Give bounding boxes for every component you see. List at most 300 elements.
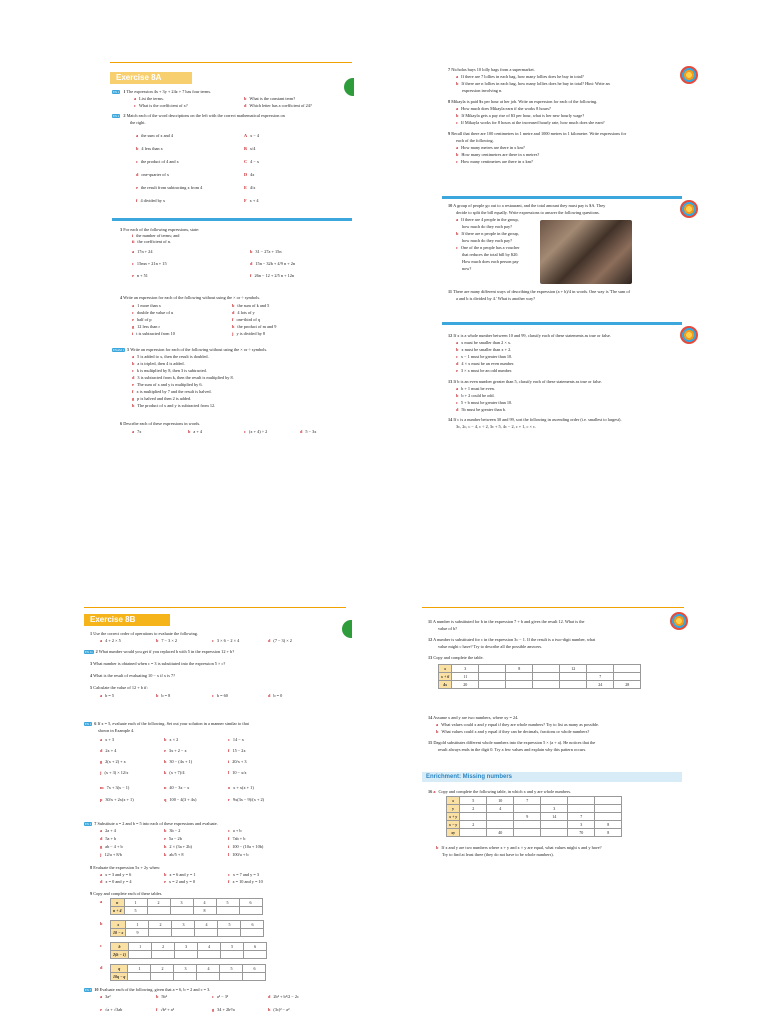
match-right: [244, 132, 259, 139]
q6-item: [100, 769, 128, 776]
question-5: EXAM 1 5 Write an expression for each of the following without using the × or ÷ symbols.: [113, 347, 268, 353]
item-text: the sum of k and 5: [237, 303, 270, 308]
q5-item: [212, 692, 228, 699]
item-text: 17n + 24: [137, 249, 153, 254]
item-letter: e: [164, 879, 166, 884]
q12-item: [456, 367, 512, 374]
question-5: 5 Calculate the value of 12 + b if:: [90, 685, 148, 690]
exercise-title: Exercise 8B: [84, 614, 170, 626]
question-1: 1 Use the correct order of operations to evaluate the following.: [90, 631, 198, 636]
q9-table-label: a: [100, 899, 103, 904]
question-7: EX 2 7 Substitute a = 2 and b = 5 into each of these expressions and evaluate.: [85, 821, 218, 827]
q16-table: x 5 10 7 y 2 4 3 x + y 9 14 7 x − y 2 3 8 xy 40 70 8: [446, 796, 622, 837]
item-letter: c: [456, 354, 458, 359]
item-letter: b: [156, 638, 159, 643]
question-10: 10 A group of people go out to a restaurant, and the total amount they must pay is $A. They: [448, 203, 606, 208]
q6-item: [228, 736, 244, 743]
page-exercise-8a: [108, 62, 354, 204]
item-letter: f: [228, 748, 230, 753]
example-tag: EXAM 1: [113, 348, 125, 353]
q9-text-cont: each of the following.: [456, 138, 494, 143]
item-letter: c: [456, 400, 458, 405]
q6-item: [228, 758, 247, 765]
question-16: 16 a Copy and complete the following table, in which x and y are whole numbers.: [428, 789, 572, 794]
question-2: EX 2 2 Match each of the word descriptions on the left with the correct mathematical expression on: [113, 113, 285, 119]
item-letter: h: [268, 1007, 271, 1012]
item-letter: e: [456, 368, 458, 373]
question-14: 14 Assume x and y are two numbers, where xy = 24.: [428, 715, 519, 720]
question-8: 8 Mikayla is paid $x per hour at her job. Write an expression for each of the following.: [448, 99, 598, 104]
q7-item: [228, 851, 248, 858]
item-text: 30/x + 2x(x + 1): [105, 797, 134, 802]
q10-c-cont-3: now?: [462, 266, 472, 271]
item-letter: c: [132, 368, 134, 373]
item-letter: d: [456, 407, 459, 412]
flower-icon: [680, 200, 698, 218]
item-letter: b: [250, 249, 253, 254]
item-letter: b: [232, 303, 235, 308]
question-15: 15 Dagold substitutes different whole numbers into the expression 5 × (a + a). He notices that the: [428, 740, 596, 745]
item-letter: c: [228, 828, 230, 833]
item-text: 3 × 6 − 2 × 4: [216, 638, 240, 643]
item-text: 40 − 3x − x: [169, 785, 190, 790]
item-text: x − 4: [250, 133, 259, 138]
item-text: √b² + a²: [160, 1007, 174, 1012]
item-letter: a: [100, 638, 103, 643]
q14-a: a What values could x and y equal if they are whole numbers? Try to list as many as possible.: [436, 722, 600, 727]
blue-rule: [442, 196, 682, 199]
q12-text-cont: value might c have? Try to describe all the possible answers.: [438, 644, 543, 649]
item-text: 12 less than r: [137, 324, 160, 329]
q6-item: [228, 784, 254, 791]
item-text: 7ab + b: [232, 836, 246, 841]
example-tag: EX 2: [85, 822, 92, 827]
item-text: x + 3: [105, 737, 115, 742]
item-letter: r: [228, 797, 230, 802]
top-rule: [110, 62, 352, 63]
item-text: 34 + 2b²/a: [217, 1007, 235, 1012]
item-text: 10 − x/x: [232, 770, 247, 775]
q4-item: [132, 309, 173, 316]
item-letter: g: [100, 759, 103, 764]
item-text: 4 × x must be an even number.: [461, 361, 515, 366]
q10-item: [212, 993, 228, 1000]
item-text: 4 lots of y: [237, 310, 255, 315]
q1-item: [156, 637, 177, 644]
q6-item: [100, 784, 129, 791]
item-letter: b: [156, 994, 159, 999]
item-letter: g: [132, 396, 135, 401]
item-letter: d: [100, 879, 103, 884]
item-letter: d: [456, 361, 459, 366]
blue-rule: [112, 218, 352, 221]
q5-item: [100, 692, 114, 699]
q6-item: [132, 428, 141, 435]
q10-item: [100, 1006, 122, 1013]
item-text: 3b − 2: [169, 828, 181, 833]
question-11: 11 A number is substituted for b in the expression 7 + b and gives the result 12. What is the: [428, 619, 585, 624]
item-text: 100 − (10a + 10b): [232, 844, 264, 849]
match-left: [136, 184, 202, 191]
match-right: [244, 184, 255, 191]
item-text: The product of x and y is subtracted from 12.: [137, 403, 216, 408]
item-text: x is multiplied by 7 and the result is halved.: [136, 389, 212, 394]
item-text: 5 + b must be greater than 10.: [460, 400, 513, 405]
q3-item: [132, 248, 152, 255]
example-tag: EX 2: [113, 114, 120, 119]
item-letter: h: [164, 844, 167, 849]
item-letter: b: [164, 828, 167, 833]
q9-table: b 1 2 3 4 5 6 2(b − 1): [110, 942, 267, 959]
q10-text-cont: decide to split the bill equally. Write expressions to answer the following questions.: [456, 210, 600, 215]
item-letter: c: [228, 737, 230, 742]
item-letter: f: [232, 317, 234, 322]
q9-table-label: d: [100, 965, 103, 970]
item-letter: d: [268, 994, 271, 999]
item-letter: b: [188, 429, 191, 434]
item-text: one-third of q: [236, 317, 261, 322]
q6-item: [244, 428, 267, 435]
q1-part-b: b What is the constant term?: [244, 96, 296, 101]
example-tag: EX 1a: [85, 650, 93, 655]
item-text: the result from subtracting x from 4: [140, 185, 203, 190]
item-letter: d: [132, 375, 135, 380]
q7-item: [100, 835, 116, 842]
q3-item: [132, 272, 148, 279]
q7-item: [100, 843, 123, 850]
q13-item: [456, 399, 512, 406]
item-letter: d: [300, 429, 303, 434]
item-text: 2 × (3a + 2b): [169, 844, 192, 849]
item-letter: j: [232, 331, 234, 336]
item-text: a + b: [232, 828, 242, 833]
item-letter: l: [228, 852, 230, 857]
item-text: (x + 4) ÷ 2: [248, 429, 268, 434]
item-letter: f: [228, 879, 230, 884]
item-letter: k: [164, 852, 167, 857]
item-text: 4x: [250, 172, 255, 177]
item-letter: o: [228, 785, 231, 790]
item-text: b = 8: [161, 693, 171, 698]
item-text: a is tripled, then 4 is added.: [137, 361, 185, 366]
question-3: 3 For each of the following expressions, state:: [120, 227, 200, 232]
item-letter: b: [164, 737, 167, 742]
question-10: EX 3 10 Evaluate each of the following, given that a = 6, b = 2 and c = 3.: [85, 987, 211, 993]
flower-icon: [680, 66, 698, 84]
q9-table: x 1 2 3 4 5 6 10 − x 9: [110, 920, 264, 937]
q6-item: [164, 736, 178, 743]
item-letter: d: [232, 310, 235, 315]
q10-item: [212, 1006, 235, 1013]
q8-c: c If Mikayla works for 8 hours at the increased hourly rate, how much does she earn?: [456, 120, 605, 125]
item-text: x = 0 and y = 4: [105, 879, 132, 884]
item-text: ab/5 + 8: [169, 852, 184, 857]
item-letter: h: [132, 403, 135, 408]
item-text: 5 − 3x: [305, 429, 317, 434]
q5-item: [132, 402, 215, 409]
item-text: 15 − 2x: [232, 748, 246, 753]
q9-table-label: b: [100, 921, 103, 926]
item-text: x = 10 and y = 10: [232, 879, 263, 884]
page-badge: [342, 620, 352, 638]
item-text: 26n − 12 + 2/5 n + 12n: [254, 273, 295, 278]
item-text: 3 × x must be an odd number.: [460, 368, 513, 373]
item-text: 9x(3x − 9)/(x + 2): [232, 797, 265, 802]
q7-item: [100, 827, 116, 834]
item-text: x × 2: [169, 737, 179, 742]
q4-item: [132, 330, 175, 337]
item-letter: c: [212, 994, 214, 999]
item-text: 2b² + b²/2 − 2c: [273, 994, 299, 999]
q6-item: [164, 758, 192, 765]
item-letter: a: [100, 872, 103, 877]
question-13: 13 If b is an even number greater than 5, classify each of these statements as true or false.: [448, 379, 602, 384]
q5-item: [132, 395, 191, 402]
q12-item: [456, 339, 511, 346]
item-letter: C: [244, 159, 248, 164]
item-letter: B: [244, 146, 247, 151]
item-text: (3c)² − a²: [273, 1007, 290, 1012]
item-letter: c: [132, 261, 134, 266]
q13-item: [456, 385, 495, 392]
q10-item: [268, 1006, 289, 1013]
q5-item: [132, 388, 212, 395]
question-4: 4 Write an expression for each of the following without using the × or ÷ symbols.: [120, 295, 261, 300]
q6-item: [100, 796, 134, 803]
q3-i: i the number of terms; and: [132, 233, 180, 238]
question-6: 6 Describe each of these expressions in words.: [120, 421, 201, 426]
question-8: 8 Evaluate the expression 5x + 2y when:: [90, 865, 160, 870]
q1-part-c: c What is the coefficient of x?: [134, 103, 188, 108]
item-text: b + 1 must be even.: [461, 386, 495, 391]
q8-b: b If Mikayla gets a pay rise of $3 per hour, what is her new hourly wage?: [456, 113, 585, 118]
q6-item: [164, 747, 187, 754]
item-letter: e: [164, 836, 166, 841]
item-text: 20/x + 3: [232, 759, 247, 764]
item-letter: g: [100, 844, 103, 849]
item-text: the product of m and 9: [237, 324, 277, 329]
item-letter: e: [136, 185, 138, 190]
q7-item: [164, 827, 180, 834]
item-letter: f: [156, 1007, 158, 1012]
q3-ii: ii the coefficient of n.: [132, 239, 171, 244]
item-text: 12/a + 8/b: [104, 852, 122, 857]
q6-text-cont: shown in Example 4.: [98, 728, 135, 733]
item-letter: e: [132, 317, 134, 322]
item-text: half of p: [136, 317, 152, 322]
item-text: 31 − 27a + 15n: [255, 249, 282, 254]
q10-a: a If there are 4 people in the group,: [456, 217, 519, 222]
q11-text-cont: value of b?: [438, 626, 458, 631]
q6-item: [300, 428, 316, 435]
question-7: 7 Nicholas buys 10 lolly bags from a supermarket.: [448, 67, 535, 72]
q11-text-cont: a and b is divided by 4.' What is another way?: [456, 296, 536, 301]
q10-b-cont: how much do they each pay?: [462, 238, 512, 243]
q4-item: [232, 330, 265, 337]
q8-item: [100, 878, 131, 885]
item-text: 7x: [137, 429, 142, 434]
item-letter: b: [136, 146, 139, 151]
q10-item: [268, 993, 299, 1000]
q10-c-cont-1: that reduces the total bill by $20.: [462, 252, 519, 257]
q15-text-cont: result always ends in the digit 0. Try a few values and explain why this pattern occurs.: [438, 747, 587, 752]
q12-item: [456, 346, 511, 353]
item-text: 100/a + b: [232, 852, 249, 857]
q9-c: c How many centimetres are there in x km?: [456, 159, 533, 164]
item-letter: d: [268, 693, 271, 698]
item-text: (x + 7)/4: [169, 770, 185, 775]
item-letter: h: [164, 759, 167, 764]
match-left: [136, 158, 179, 165]
item-text: b = 60: [216, 693, 228, 698]
q6-item: [188, 428, 202, 435]
question-12: 12 A number is substituted for c in the expression 3c − 1. If the result is a two-digit number, what: [428, 637, 596, 642]
item-letter: a: [132, 429, 135, 434]
item-letter: a: [132, 249, 135, 254]
item-text: 3a²: [105, 994, 111, 999]
question-9: 9 Copy and complete each of these tables.: [90, 891, 163, 896]
q6-item: [100, 747, 116, 754]
item-letter: i: [228, 844, 230, 849]
top-rule: [84, 607, 346, 608]
item-letter: a: [132, 354, 135, 359]
item-letter: c: [136, 159, 138, 164]
item-letter: f: [136, 198, 138, 203]
item-text: x/4: [249, 146, 256, 151]
item-text: 5b²: [161, 994, 167, 999]
q5-item: [132, 374, 234, 381]
q4-item: [232, 309, 255, 316]
q10-item: [156, 1006, 174, 1013]
item-text: a² − 3²: [216, 994, 229, 999]
item-text: the sum of x and 4: [141, 133, 174, 138]
q8-item: [228, 871, 259, 878]
q1-item: [100, 637, 121, 644]
item-text: 2a + 4: [105, 828, 116, 833]
item-letter: D: [244, 172, 248, 177]
item-text: 15n − 32b + 4/9 n + 2n: [255, 261, 296, 266]
item-text: ab − 4 + b: [105, 844, 123, 849]
match-right: [244, 197, 259, 204]
item-text: 2x + 4: [105, 748, 117, 753]
item-text: 5 is added to x, then the result is doubled.: [137, 354, 209, 359]
item-letter: c: [244, 429, 246, 434]
q7-item: [164, 851, 184, 858]
page-8a-right-q10: [440, 196, 700, 316]
question-14: 14 If c is a number between 30 and 99, sort the following in ascending order (i.e. smallest to largest).: [448, 417, 622, 422]
item-text: x must be smaller than x + 2.: [461, 347, 512, 352]
item-text: k is multiplied by 8, then 3 is subtracted.: [136, 368, 207, 373]
q14-list: 3c, 2c, c − 4, c ÷ 2, 3c + 5, 4c − 2, c + 1, c × c.: [456, 424, 536, 429]
question-11: 11 There are many different ways of describing the expression (a + b)/4 in words. One way is 'The sum of: [448, 289, 630, 294]
exercise-title: Exercise 8A: [110, 72, 192, 84]
q6-item: [100, 758, 126, 765]
item-letter: f: [250, 273, 252, 278]
item-text: 2(x + 2) + x: [105, 759, 126, 764]
match-left: [136, 171, 169, 178]
q10-c: c One of the n people has a voucher: [456, 245, 520, 250]
q6-item: [164, 784, 189, 791]
page-exercise-8b: [82, 604, 352, 1022]
q8-item: [164, 871, 195, 878]
enrichment-banner: Enrichment: Missing numbers: [422, 772, 682, 782]
item-letter: a: [100, 737, 103, 742]
q4-item: [232, 316, 260, 323]
item-letter: e: [164, 748, 166, 753]
q5-item: [132, 381, 203, 388]
q4-item: [132, 302, 161, 309]
page-8b-right: [420, 604, 690, 888]
question-13: 13 Copy and complete the table.: [428, 655, 484, 660]
item-text: one-quarter of x: [141, 172, 170, 177]
q8-a: a How much does Mikayla earn if she works 8 hours?: [456, 106, 551, 111]
item-letter: i: [132, 331, 134, 336]
match-right: [244, 158, 259, 165]
q13-item: [456, 406, 506, 413]
q10-item: [100, 993, 111, 1000]
question-6: EX 1 6 If x = 5, evaluate each of the following. Set out your solution in a manner similar to that: [85, 721, 249, 727]
item-text: 7 − 3 × 2: [161, 638, 177, 643]
item-letter: b: [456, 393, 459, 398]
match-right: [244, 145, 255, 152]
blue-rule: [442, 322, 682, 325]
page-8a-right-q12: [440, 322, 700, 446]
q16-b-cont: Try to find at least three (they do not have to be whole numbers).: [442, 852, 554, 857]
q7-item: [228, 843, 263, 850]
page-exercise-8a-continued: [108, 218, 354, 438]
q1-part-d: d Which letter has a coefficient of 24?: [244, 103, 312, 108]
match-right: [244, 171, 254, 178]
q7-b-cont: expression involving n.: [462, 88, 503, 93]
item-letter: A: [244, 133, 248, 138]
q7-a: a If there are 7 lollies in each bag, how many lollies does he buy in total?: [456, 74, 584, 79]
item-letter: c: [212, 638, 214, 643]
q4-item: [232, 302, 269, 309]
flower-icon: [670, 612, 688, 630]
q13-table: x 3 8 12 x + 6 11 7 4x 20 24 28: [438, 664, 641, 689]
item-text: 3 is subtracted from k, then the result is multiplied by 8.: [137, 375, 234, 380]
question-1: EX 1 1 The expression 4x + 3y + 24z + 7 has four terms.: [113, 89, 212, 95]
item-letter: c: [228, 872, 230, 877]
item-letter: a: [456, 340, 459, 345]
q10-c-cont-2: How much does each person pay: [462, 259, 519, 264]
item-text: 30 − (4x + 1): [169, 759, 193, 764]
item-letter: a: [456, 386, 459, 391]
item-letter: n: [164, 785, 167, 790]
q7-item: [164, 843, 192, 850]
item-text: (7 − 3) × 2: [273, 638, 292, 643]
q3-item: [132, 260, 167, 267]
item-letter: F: [244, 198, 247, 203]
item-letter: b: [132, 361, 135, 366]
q7-item: [164, 835, 182, 842]
item-text: 100 − 4(3 + 4x): [169, 797, 197, 802]
item-text: 7x + 3(x − 1): [106, 785, 130, 790]
q9-table: q 1 2 3 4 5 6 10q − q: [110, 964, 266, 981]
item-text: b = 5: [105, 693, 115, 698]
q5-item: [132, 367, 207, 374]
q10-a-cont: how much do they each pay?: [462, 224, 512, 229]
q4-item: [132, 323, 160, 330]
item-text: 5a + b: [105, 836, 117, 841]
item-text: The sum of x and y is multiplied by 6.: [136, 382, 203, 387]
item-text: 5a − 2b: [168, 836, 182, 841]
match-left: [136, 145, 163, 152]
q8-item: [164, 878, 195, 885]
q5-item: [268, 692, 282, 699]
item-letter: d: [250, 261, 253, 266]
item-letter: a: [100, 994, 103, 999]
